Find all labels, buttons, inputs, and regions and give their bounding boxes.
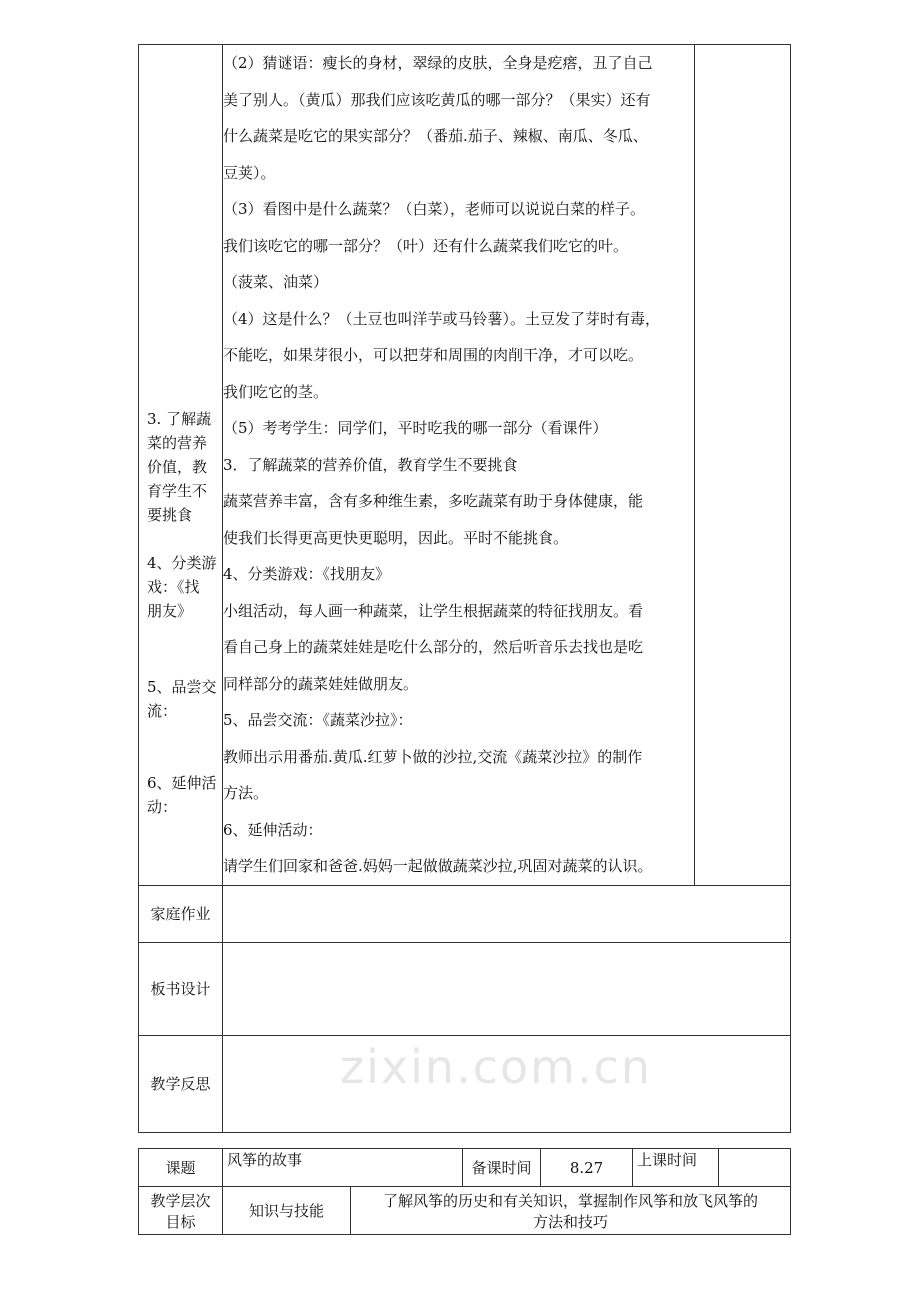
objective-row [139,1187,791,1235]
knowledge-label: 知识与技能 [223,1187,351,1235]
reflection-cell [223,1035,791,1132]
watermark: zixin.com.cn [340,1040,653,1094]
content-line: 使我们长得更高更快更聪明，因此。平时不能挑食。 [223,528,569,547]
content-line: 6、延伸活动： [223,820,323,839]
content-line: （菠菜、油菜） [223,273,329,291]
prep-time-label: 备课时间 [463,1149,541,1187]
level-label: 教学层次 目标 [139,1187,223,1235]
content-line: 什么蔬菜是吃它的果实部分？（番茄.茄子、辣椒、南瓜、冬瓜、 [223,127,648,145]
board-design-row [139,942,791,1035]
content-line: 3．了解蔬菜的营养价值，教育学生不要挑食 [223,455,518,474]
steps-cell [139,45,223,886]
content-line: 同样部分的蔬菜娃娃做朋友。 [223,674,419,693]
content-line: （4）这是什么？（土豆也叫洋芋或马铃薯）。土豆发了芽时有毒， [223,309,661,328]
topic-row [139,1149,791,1187]
step-4-label: 4、分类游 戏：《找 朋友》 [147,554,217,620]
content-line: 蔬菜营养丰富，含有多种维生素，多吃蔬菜有助于身体健康，能 [223,492,644,510]
content-line: 我们该吃它的哪一部分？（叶）还有什么蔬菜我们吃它的叶。 [223,236,629,255]
notes-cell [695,45,791,886]
content-line: 教师出示用番茄.黄瓜.红萝卜做的沙拉,交流《蔬菜沙拉》的制作 [223,747,643,766]
content-line: 美了别人。（黄瓜）那我们应该吃黄瓜的哪一部分？（果实）还有 [223,90,651,109]
homework-label: 家庭作业 [139,885,223,942]
content-line: （2）猜谜语：瘦长的身材，翠绿的皮肤，全身是疙瘩，丑了自己 [223,54,653,72]
board-design-label: 板书设计 [139,942,223,1035]
step-3-label: 3. 了解蔬 菜的营养 价值，教 育学生不 要挑食 [147,410,212,524]
step-5-label: 5、品尝交 流： [147,678,217,720]
board-design-cell [223,942,791,1035]
homework-row [139,885,791,942]
content-line: 看自己身上的蔬菜娃娃是吃什么部分的，然后听音乐去找也是吃 [223,638,644,656]
lesson-plan-table [138,44,791,1133]
homework-cell [223,885,791,942]
next-lesson-table [138,1148,791,1235]
step-6-label: 6、延伸活 动： [147,774,217,816]
process-row [139,45,791,886]
content-line: 方法。 [223,784,269,802]
content-line: 我们吃它的茎。 [223,382,329,401]
prep-time-value: 8.27 [541,1149,633,1187]
content-line: 豆荚）。 [223,163,276,182]
class-time-label: 上课时间 [633,1149,719,1187]
reflection-label: 教学反思 [139,1035,223,1132]
topic-value: 风筝的故事 [223,1149,463,1187]
process-content [223,45,695,886]
content-line: 小组活动，每人画一种蔬菜，让学生根据蔬菜的特征找朋友。看 [223,601,644,620]
content-line: 5、品尝交流：《蔬菜沙拉》： [223,711,413,729]
content-line: （5）考考学生：同学们，平时吃我的哪一部分（看课件） [223,419,608,437]
content-line: 请学生们回家和爸爸.妈妈一起做做蔬菜沙拉,巩固对蔬菜的认识。 [223,857,653,875]
content-line: 不能吃，如果芽很小，可以把芽和周围的肉削干净，才可以吃。 [223,346,644,364]
content-line: 4、分类游戏：《找朋友》 [223,565,391,583]
class-time-value [719,1149,791,1187]
content-line: （3）看图中是什么蔬菜？（白菜），老师可以说说白菜的样子。 [223,200,646,218]
topic-label: 课题 [139,1149,223,1187]
reflection-row [139,1035,791,1132]
knowledge-value: 了解风筝的历史和有关知识，掌握制作风筝和放飞风筝的 方法和技巧 [351,1187,791,1235]
